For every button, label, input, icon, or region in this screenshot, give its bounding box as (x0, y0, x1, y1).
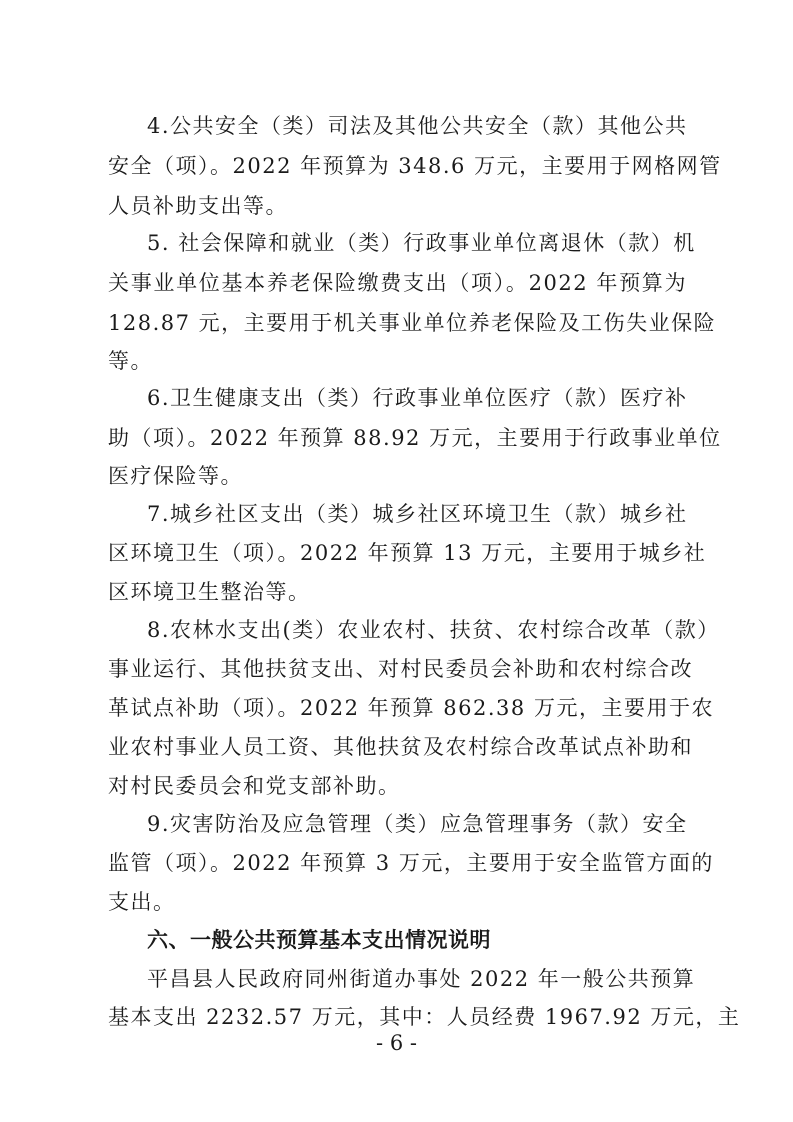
paragraph-line: 4.公共安全（类）司法及其他公共安全（款）其他公共 (147, 114, 688, 138)
paragraph-line: 9.灾害防治及应急管理（类）应急管理事务（款）安全 (147, 812, 688, 836)
paragraph-line: 事业运行、其他扶贫支出、对村民委员会补助和农村综合改 (108, 657, 693, 681)
paragraph-line: 人员补助支出等。 (108, 194, 288, 218)
paragraph-line: 关事业单位基本养老保险缴费支出（项）。2022 年预算为 (108, 271, 687, 295)
paragraph-line: 对村民委员会和党支部补助。 (108, 774, 401, 798)
paragraph-line: 安全（项）。2022 年预算为 348.6 万元，主要用于网格网管 (108, 154, 722, 178)
paragraph-line: 6.卫生健康支出（类）行政事业单位医疗（款）医疗补 (147, 386, 688, 410)
paragraph-line: 业农村事业人员工资、其他扶贫及农村综合改革试点补助和 (108, 735, 693, 759)
paragraph-line: 基本支出 2232.57 万元，其中：人员经费 1967.92 万元，主 (108, 1005, 741, 1029)
paragraph-line: 助（项）。2022 年预算 88.92 万元，主要用于行政事业单位 (108, 426, 722, 450)
paragraph-line: 等。 (108, 349, 153, 373)
page-number: - 6 - (376, 1031, 417, 1055)
paragraph-line: 支出。 (108, 890, 176, 914)
paragraph-line: 区环境卫生（项）。2022 年预算 13 万元，主要用于城乡社 (108, 541, 707, 565)
paragraph-line: 8.农林水支出(类）农业农村、扶贫、农村综合改革（款） (147, 618, 720, 642)
section-heading: 六、一般公共预算基本支出情况说明 (147, 928, 491, 952)
paragraph-line: 5. 社会保障和就业（类）行政事业单位离退休（款）机 (147, 231, 696, 255)
paragraph-line: 区环境卫生整治等。 (108, 580, 311, 604)
paragraph-line: 7.城乡社区支出（类）城乡社区环境卫生（款）城乡社 (147, 502, 688, 526)
paragraph-line: 医疗保险等。 (108, 464, 243, 488)
paragraph-line: 监管（项）。2022 年预算 3 万元，主要用于安全监管方面的 (108, 851, 714, 875)
paragraph-line: 平昌县人民政府同州街道办事处 2022 年一般公共预算 (147, 967, 696, 991)
paragraph-line: 革试点补助（项）。2022 年预算 862.38 万元，主要用于农 (108, 696, 714, 720)
paragraph-line: 128.87 元，主要用于机关事业单位养老保险及工伤失业保险 (108, 311, 717, 335)
